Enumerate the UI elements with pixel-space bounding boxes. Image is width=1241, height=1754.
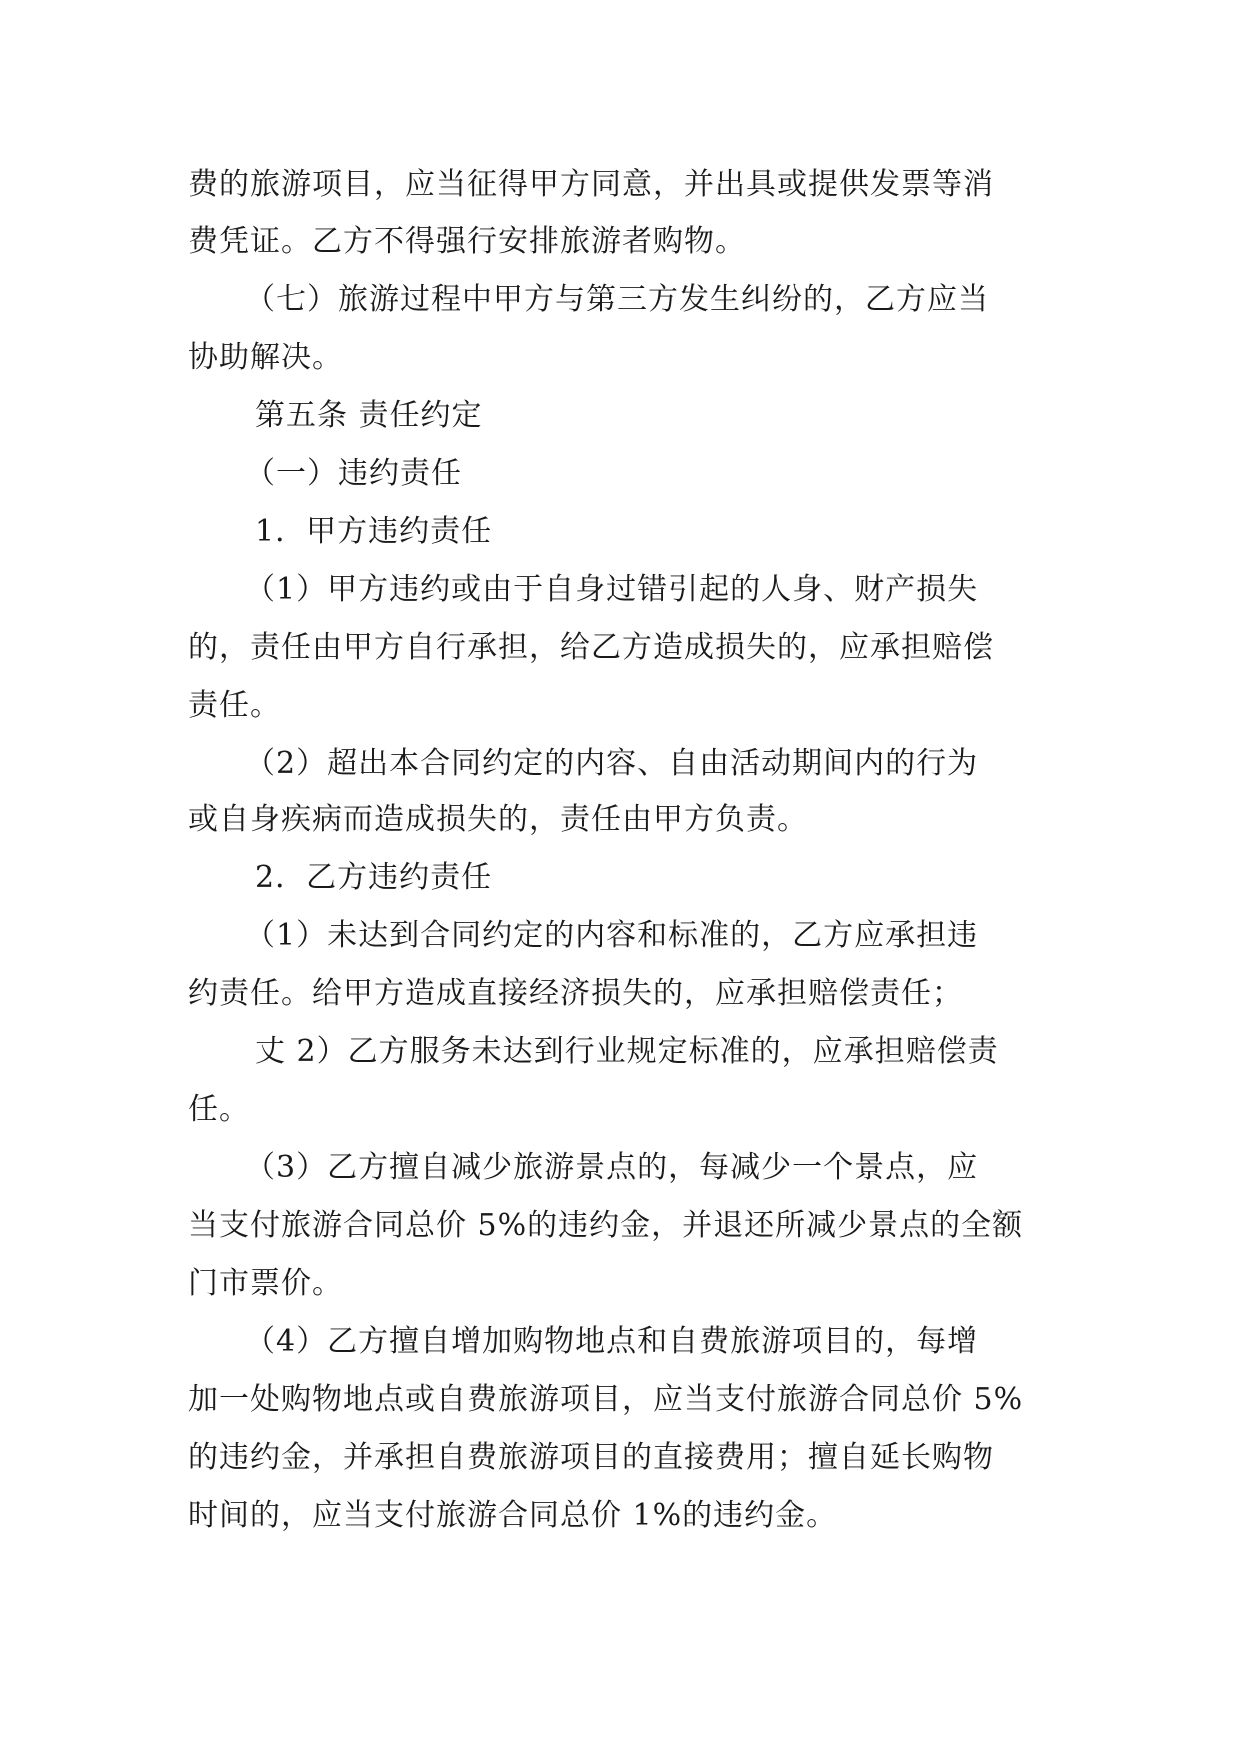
- paragraph-line: 的，责任由甲方自行承担，给乙方造成损失的，应承担赔偿: [188, 630, 994, 665]
- paragraph-line: 门市票价。: [188, 1266, 343, 1301]
- paragraph-line: 协助解决。: [188, 340, 343, 375]
- paragraph-line: 的违约金，并承担自费旅游项目的直接费用；擅自延长购物: [188, 1440, 994, 1475]
- paragraph-line: （1）未达到合同约定的内容和标准的，乙方应承担违: [245, 918, 979, 953]
- paragraph-line: 费的旅游项目，应当征得甲方同意，并出具或提供发票等消: [188, 167, 994, 202]
- item-heading: 1．甲方违约责任: [255, 514, 493, 549]
- paragraph-line: （七）旅游过程中甲方与第三方发生纠纷的，乙方应当: [245, 282, 989, 317]
- section-heading: 第五条 责任约定: [255, 398, 483, 433]
- paragraph-line: 任。: [188, 1092, 250, 1127]
- paragraph-line: （1）甲方违约或由于自身过错引起的人身、财产损失: [245, 572, 979, 607]
- paragraph-line: 时间的，应当支付旅游合同总价 1%的违约金。: [188, 1498, 838, 1533]
- paragraph-line: 费凭证。乙方不得强行安排旅游者购物。: [188, 224, 746, 259]
- paragraph-line: 当支付旅游合同总价 5%的违约金，并退还所减少景点的全额: [188, 1208, 1024, 1243]
- paragraph-line: （3）乙方擅自减少旅游景点的，每减少一个景点，应: [245, 1150, 979, 1185]
- paragraph-line: （4）乙方擅自增加购物地点和自费旅游项目的，每增: [245, 1324, 979, 1359]
- item-heading: 2．乙方违约责任: [255, 860, 493, 895]
- paragraph-line: 或自身疾病而造成损失的，责任由甲方负责。: [188, 802, 808, 837]
- paragraph-line: 责任。: [188, 688, 281, 723]
- paragraph-line: 丈 2）乙方服务未达到行业规定标准的，应承担赔偿责: [255, 1034, 999, 1069]
- subsection-heading: （一）违约责任: [245, 456, 462, 491]
- paragraph-line: 约责任。给甲方造成直接经济损失的，应承担赔偿责任；: [188, 976, 963, 1011]
- paragraph-line: 加一处购物地点或自费旅游项目，应当支付旅游合同总价 5%: [188, 1382, 1024, 1417]
- paragraph-line: （2）超出本合同约定的内容、自由活动期间内的行为: [245, 746, 979, 781]
